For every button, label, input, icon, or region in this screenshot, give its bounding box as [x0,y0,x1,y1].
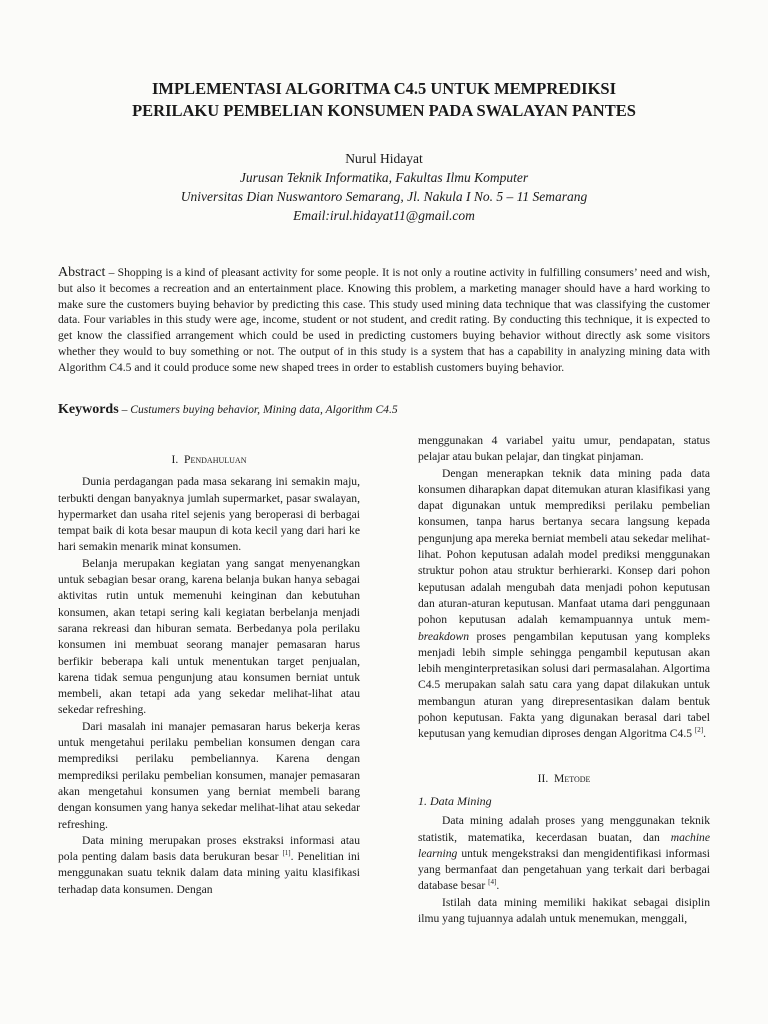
paragraph-text: proses pengambilan keputusan yang kompleks menjadi lebih simple sehingga pengambil keputusan akan lebih menginterpretasikan solusi dari permasalahan. Algortima C4.5 merupakan salah satu cara yang dapat dilakukan untuk membangun aturan yang direpresentasikan dalam bentuk pohon keputusan. Fakta yang digunakan berasal dari tabel keputusan yang kemudian diproses dengan Algoritma C4.5 [418,629,710,741]
paragraph-text: Dengan menerapkan teknik data mining pada data konsumen diharapkan dapat ditemukan aturan klasifikasi yang dapat digunakan untuk memprediksi perilaku pembelian konsumen, tanpa harus bertanya secara langsung kepada pengunjung apa mereka berniat membeli atau sekedar melihat-lihat. Pohon keputusan adalah model prediksi menggunakan struktur pohon atau struktur berhierarki. Konsep dari pohon keputusan adalah mengubah data menjadi pohon keputusan dan aturan-aturan keputusan. Manfaat utama dari penggunaan pohon keputusan adalah kemampuannya untuk mem- [418,466,710,627]
paragraph-text: Data mining merupakan proses ekstraksi informasi atau pola penting dalam basis data berukuran besar [58,833,360,864]
affiliation-line-2: Universitas Dian Nuswantoro Semarang, Jl. Nakula I No. 5 – 11 Semarang [180,189,588,204]
paragraph [418,813,710,894]
section-1-heading [58,452,360,468]
left-column [58,452,360,898]
paragraph-text: . [496,879,500,893]
paragraph [58,833,360,898]
citation-ref: [4] [488,878,497,887]
author-name: Nurul Hidayat [345,151,423,166]
section-gap [418,743,710,771]
paragraph-text: Data mining adalah proses yang menggunakan teknik statistik, matematika, kecerdasan buatan, dan [418,814,710,844]
paragraph: Belanja merupakan kegiatan yang sangat menyenangkan untuk sebagian besar orang, karena belanja bukan hanya sebagai aktivitas rutin untuk memenuhi keinginan dan kebutuhan konsumen, akan tetapi sering kali kegiatan berbelanja menjadi sarana rekreasi dan hiburan semata. Berbedanya pola perilaku konsumen ini membuat seorang manajer pemasaran harus berfikir beberapa kali untuk menentukan target penjualan, karena tidak semua pengunjung atau konsumen berniat untuk membeli, akan tetapi ada yang sekedar melihat-lihat atau sekedar refreshing. [58,556,360,717]
subsection-heading: 1. Data Mining [418,793,492,808]
keywords-value: Custumers buying behavior, Mining data, Algorithm C4.5 [130,403,398,416]
keywords [58,402,710,418]
section-1-title: Pendahuluan [184,453,247,466]
paragraph [418,466,710,743]
right-column [418,433,710,927]
abstract-text: – Shopping is a kind of pleasant activity for some people. It is not only a routine activity in fulfilling consumers’ need and wish, but also it becomes a recreation and an entertainment place. Knowing this problem, a marketing manager should have a hard working to make sure the customers buying behavior by predicting this case. This study used mining data technique that was classifying the customer data. Four variables in this study were age, income, student or not student, and credit rating. By conducting this technique, it is expected to get know the classified arrangement which could be used in predicting customers buying behavior without directly ask some visitors whether they would to buy something or not. The output of in this study is a system that has a capability in analyzing mining data with Algorithm C4.5 and it could produce some new shaped trees in order to establish customers buying behavior. [58,266,710,374]
abstract-label: Abstract [58,265,106,280]
italic-term: machine learning [418,830,710,860]
keywords-dash: – [118,403,131,416]
paragraph: Dunia perdagangan pada masa sekarang ini semakin maju, terbukti dengan banyaknya jumlah supermarket, pasar swalayan, hypermarket dan usaha ritel sejenis yang beroperasi di berbagai tempat baik di kota besar maupun di kota kecil yang dari hari ke hari semakin menarik minat konsumen. [58,475,360,554]
affiliation-line-1: Jurusan Teknik Informatika, Fakultas Ilmu Komputer [239,170,529,185]
title-line-1: IMPLEMENTASI ALGORITMA C4.5 UNTUK MEMPREDIKSI [151,79,617,98]
paper-title [40,78,728,122]
author-email: Email:irul.hidayat11@gmail.com [293,208,475,223]
section-1-number: I. [171,453,179,466]
paragraph: Dari masalah ini manajer pemasaran harus bekerja keras untuk mengetahui perilaku pembelian konsumen dengan cara memprediksi perilaku pembeliannya. Karena dengan memprediksi perilaku pembelian konsumen, manajer pemasaran akan mengetahui konsumen yang berniat membeli barang dengan konsumen yang hanya sekedar melihat-lihat atau sekedar refreshing. [58,719,360,831]
paragraph: Istilah data mining memiliki hakikat sebagai disiplin ilmu yang tujuannya adalah untuk menemukan, menggali, [418,895,710,926]
citation-ref: [1] [282,849,291,858]
paragraph-text: . [703,727,706,741]
keywords-label: Keywords [58,402,119,417]
abstract [58,265,710,376]
citation-ref: [2] [694,726,704,735]
section-2-title: Metode [554,771,591,785]
paragraph-text: . Penelitian ini menggunakan suatu teknik dalam data mining yaitu klasifikasi terhadap data konsumen. Dengan [58,850,360,896]
paragraph-text: untuk mengekstraksi dan mengidentifikasi informasi yang bermanfaat dan pengetahuan yang terkait dari berbagai database besar [418,846,710,893]
title-line-2: PERILAKU PEMBELIAN KONSUMEN PADA SWALAYAN PANTES [132,101,636,120]
paragraph-continued: menggunakan 4 variabel yaitu umur, pendapatan, status pelajar atau bukan pelajar, dan tingkat pinjaman. [418,434,710,464]
affiliation [40,168,728,225]
section-2-number: II. [537,771,549,785]
section-2-heading [418,771,710,787]
italic-term: breakdown [418,629,470,643]
